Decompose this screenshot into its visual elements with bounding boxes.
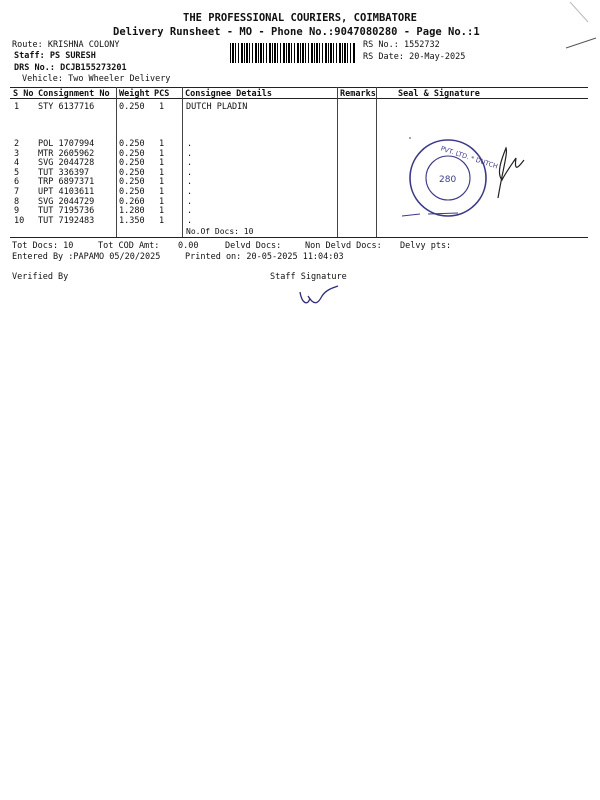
col-divider	[376, 87, 377, 237]
table-cell: POL 1707994	[38, 139, 95, 149]
vehicle-label: Vehicle:	[22, 74, 63, 84]
table-cell: 1	[159, 196, 165, 207]
table-cell: 1.280	[119, 206, 145, 217]
table-cell: 1	[159, 177, 165, 188]
vehicle-value: Two Wheeler Delivery	[68, 74, 171, 84]
drs-line	[14, 63, 127, 73]
col-header-consignment: Consignment No	[38, 89, 110, 99]
table-cell: 8	[14, 196, 20, 207]
entered-by: Entered By :PAPAMO 05/20/2025	[12, 252, 161, 262]
barcode	[230, 43, 356, 63]
route-value: KRISHNA COLONY	[47, 40, 120, 50]
table-bottom-rule	[10, 237, 588, 238]
table-cell: 0.250	[119, 167, 145, 178]
vehicle-line	[22, 74, 170, 84]
rs-no-value: 1552732	[403, 40, 440, 50]
table-cell: .	[187, 196, 193, 207]
table-cell: 10	[14, 215, 25, 226]
table-cell: TUT 336397	[38, 167, 90, 178]
row-1-pcs: 1	[159, 102, 165, 112]
table-cell: 1.350	[119, 215, 145, 226]
table-cell: 1	[159, 167, 165, 178]
table-cell: TUT 7195736	[38, 206, 95, 217]
table-cell: 4	[14, 158, 20, 169]
route-line	[12, 40, 120, 50]
pcs-column	[159, 140, 164, 226]
tot-cod-value: 0.00	[178, 241, 199, 251]
table-cell: 1	[159, 206, 165, 217]
verified-by: Verified By	[12, 272, 69, 282]
table-cell: TRP 6897371	[38, 177, 95, 188]
table-cell: UPT 4103611	[38, 186, 95, 197]
stamp-number: 280	[439, 175, 457, 185]
table-cell: 6	[14, 177, 20, 188]
col-divider	[116, 87, 117, 237]
company-seal-stamp	[398, 128, 538, 228]
table-cell: 9	[14, 206, 20, 217]
row-1-consignee: DUTCH PLADIN	[186, 102, 248, 112]
table-cell: 7	[14, 186, 20, 197]
table-cell: 1	[159, 215, 165, 226]
staff-signature-label: Staff Signature	[270, 272, 347, 282]
rs-date-value: 20-May-2025	[409, 52, 466, 62]
rs-date-label: RS Date:	[363, 52, 404, 62]
table-cell: 0.250	[119, 186, 145, 197]
scan-marks	[530, 0, 600, 60]
table-cell: 0.250	[119, 148, 145, 159]
weight-column	[119, 140, 145, 226]
route-label: Route:	[12, 40, 43, 50]
sno-column	[14, 140, 24, 226]
table-cell: 0.260	[119, 196, 145, 207]
table-cell: 1	[159, 158, 165, 169]
table-cell: SVG 2044728	[38, 158, 95, 169]
runsheet-subtitle: Delivery Runsheet - MO - Phone No.:9047080280 - Page No.:1	[113, 26, 480, 38]
col-header-weight: Weight	[119, 89, 150, 99]
table-cell: .	[187, 215, 193, 226]
staff-signature	[292, 282, 342, 310]
printed-on: Printed on: 20-05-2025 11:04:03	[185, 252, 344, 262]
row-1-sno: 1	[14, 102, 20, 112]
table-cell: 0.250	[119, 177, 145, 188]
table-cell: 1	[159, 139, 165, 149]
table-cell: .	[187, 186, 193, 197]
table-cell: 0.250	[119, 139, 145, 149]
col-header-pcs: PCS	[154, 89, 170, 99]
rs-no-label: RS No.:	[363, 40, 399, 50]
col-divider	[337, 87, 338, 237]
col-header-seal: Seal & Signature	[398, 89, 480, 99]
staff-value: PS SURESH	[49, 51, 96, 61]
col-header-remarks: Remarks	[340, 89, 376, 99]
table-cell: 3	[14, 148, 20, 159]
staff-label: Staff:	[14, 51, 45, 61]
rs-no-line	[363, 40, 440, 50]
table-cell: 1	[159, 186, 165, 197]
rs-date-line	[363, 52, 465, 62]
row-1-weight: 0.250	[119, 102, 145, 112]
table-cell: .	[187, 167, 193, 178]
stamp-ring-text: PVT. LTD. * DUTCH	[439, 144, 499, 171]
consignee-column	[187, 140, 192, 226]
staff-line	[14, 51, 96, 61]
table-cell: TUT 7192483	[38, 215, 95, 226]
tot-docs: Tot Docs: 10	[12, 241, 74, 251]
col-header-consignee: Consignee Details	[185, 89, 272, 99]
row-1-consignment: STY 6137716	[38, 102, 95, 112]
table-cell: .	[187, 177, 193, 188]
table-top-rule	[10, 87, 588, 88]
table-cell: .	[187, 206, 193, 217]
table-cell: 5	[14, 167, 20, 178]
table-cell: 2	[14, 139, 20, 149]
table-cell: SVG 2044729	[38, 196, 95, 207]
table-cell: 0.250	[119, 158, 145, 169]
table-cell: .	[187, 139, 193, 149]
table-cell: .	[187, 148, 193, 159]
drs-label: DRS No.:	[14, 63, 55, 73]
table-cell: MTR 2605962	[38, 148, 95, 159]
col-header-sno: S No	[13, 89, 34, 99]
no-of-docs: No.Of Docs: 10	[186, 227, 254, 236]
drs-value: DCJB155273201	[60, 63, 127, 73]
tot-cod-label: Tot COD Amt:	[98, 241, 160, 251]
delvy-pts: Delvy pts:	[400, 241, 452, 251]
col-divider	[182, 87, 183, 237]
table-cell: .	[187, 158, 193, 169]
non-delvd-docs: Non Delvd Docs:	[305, 241, 382, 251]
consignment-column	[38, 140, 94, 226]
table-cell: 1	[159, 148, 165, 159]
company-name: THE PROFESSIONAL COURIERS, COIMBATORE	[183, 12, 417, 24]
delvd-docs: Delvd Docs:	[225, 241, 282, 251]
